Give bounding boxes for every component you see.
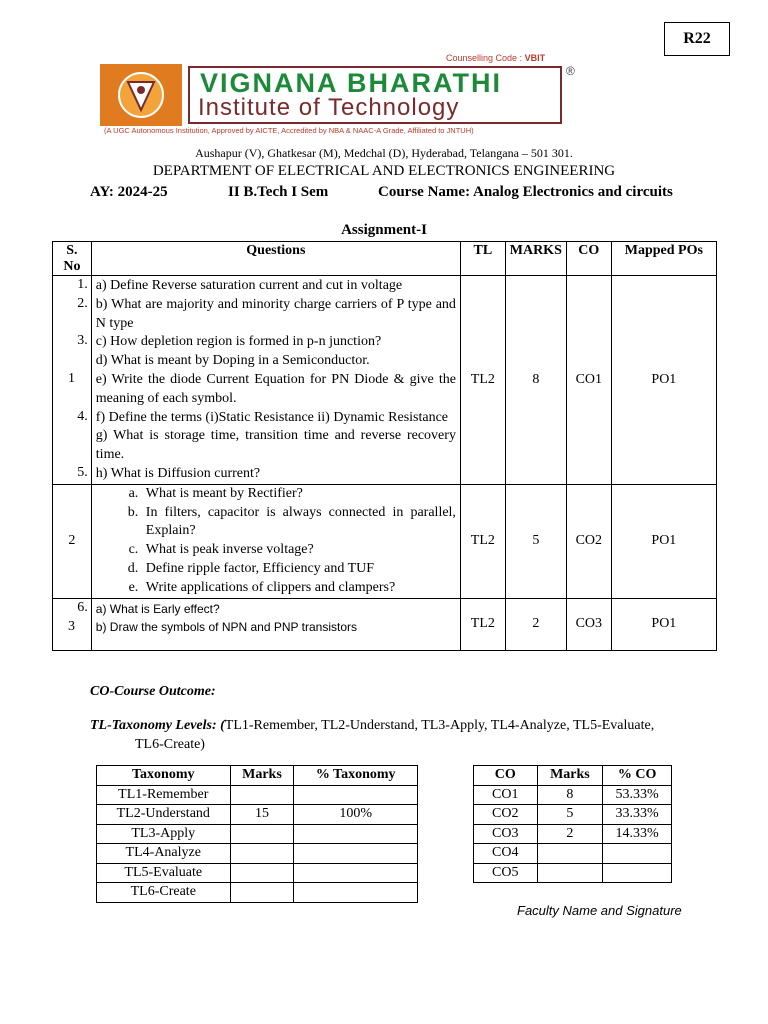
cell — [230, 785, 294, 805]
table-row — [97, 863, 418, 883]
marker-blank — [56, 351, 88, 370]
header-tl: TL — [460, 242, 505, 276]
cell — [230, 844, 294, 864]
taxonomy-levels-text: TL1-Remember, TL2-Understand, TL3-Apply, TL4-Analyze, TL5-Evaluate, — [224, 718, 655, 733]
marker: 1. — [77, 277, 88, 292]
header-co: CO — [474, 766, 538, 786]
cell: 2 — [537, 824, 603, 844]
marker: 5. — [77, 464, 88, 480]
header-marks: Marks — [537, 766, 603, 786]
header-questions: Questions — [91, 242, 460, 276]
question: e. Write applications of clippers and clampers? — [142, 579, 456, 598]
cell: 15 — [230, 805, 294, 825]
cell — [230, 863, 294, 883]
question: f) Define the terms (i)Static Resistance ii) Dynamic Resistance — [95, 409, 449, 425]
cell: 14.33% — [603, 824, 672, 844]
row-2-questions — [91, 484, 460, 598]
question: d) What is meant by Doping in a Semiconductor. — [95, 353, 370, 369]
cell — [230, 883, 294, 903]
table-row — [474, 844, 672, 864]
header-mapped-pos: Mapped POs — [611, 242, 716, 276]
header-taxonomy: Taxonomy — [97, 766, 231, 786]
marker-blank — [56, 389, 88, 408]
cell: CO1 — [474, 785, 538, 805]
taxonomy-header-row — [97, 766, 418, 786]
cell — [537, 863, 603, 883]
row-1-sno — [53, 276, 92, 485]
co-header-row — [474, 766, 672, 786]
row-1-co: CO1 — [566, 276, 611, 485]
cell: TL6-Create — [97, 883, 231, 903]
row-3-number: 3 — [68, 618, 75, 634]
course-name: Course Name: Analog Electronics and circuits — [378, 184, 673, 200]
row-2-co: CO2 — [566, 484, 611, 598]
marker-blank — [56, 314, 88, 333]
question: c. What is peak inverse voltage? — [142, 541, 456, 560]
accreditation-line: (A UGC Autonomous Institution, Approved by AICTE, Accredited by NBA & NAAC-A Grade, Affiliated to JNTUH) — [104, 126, 474, 135]
cell — [294, 863, 418, 883]
header-percent-taxonomy: % Taxonomy — [294, 766, 418, 786]
college-subtitle: Institute of Technology — [198, 94, 460, 121]
marker: 2. — [77, 295, 88, 311]
question: h) What is Diffusion current? — [95, 465, 261, 481]
cell: TL2-Understand — [97, 805, 231, 825]
row-1-markers — [56, 276, 88, 483]
row-2-po: PO1 — [611, 484, 716, 598]
college-name: VIGNANA BHARATHI — [200, 68, 502, 98]
counselling-code — [446, 53, 545, 63]
marker-blank — [56, 445, 88, 464]
row-1-questions — [91, 276, 460, 485]
cell — [603, 844, 672, 864]
row-1-number: 1 — [68, 370, 75, 386]
co-outcome-label: CO-Course Outcome: — [90, 684, 216, 699]
header-co: CO — [566, 242, 611, 276]
table-row — [53, 484, 717, 598]
college-logo-icon — [100, 64, 182, 126]
cell: 53.33% — [603, 785, 672, 805]
question: c) How depletion region is formed in p-n junction? — [95, 334, 382, 350]
table-row — [97, 805, 418, 825]
header-percent-co: % CO — [603, 766, 672, 786]
academic-year: AY: 2024-25 — [90, 184, 168, 200]
cell: CO2 — [474, 805, 538, 825]
cell: TL4-Analyze — [97, 844, 231, 864]
marker-blank — [56, 426, 88, 445]
question: e) Write the diode Current Equation for PN Diode & give the meaning of each symbol. — [95, 371, 456, 406]
row-2-question-list — [96, 485, 456, 598]
question: b. In filters, capacitor is always connected in parallel, Explain? — [142, 504, 456, 542]
college-address: Aushapur (V), Ghatkesar (M), Medchal (D), Hyderabad, Telangana – 501 301. — [195, 146, 573, 160]
cell — [294, 785, 418, 805]
counselling-code-value: VBIT — [524, 53, 546, 63]
taxonomy-levels-text-2: TL6-Create) — [135, 737, 205, 752]
cell — [603, 863, 672, 883]
row-3-marks: 2 — [505, 598, 566, 650]
cell: TL3-Apply — [97, 824, 231, 844]
header-sno: S. No — [53, 242, 92, 276]
question: b) Draw the symbols of NPN and PNP transistors — [95, 619, 358, 634]
cell: 8 — [537, 785, 603, 805]
table-row — [474, 805, 672, 825]
cell — [294, 883, 418, 903]
row-3-co: CO3 — [566, 598, 611, 650]
department-title: DEPARTMENT OF ELECTRICAL AND ELECTRONICS ENGINEERING — [152, 163, 616, 179]
row-2-tl: TL2 — [460, 484, 505, 598]
cell: CO4 — [474, 844, 538, 864]
regulation-badge: R22 — [664, 22, 730, 56]
semester: II B.Tech I Sem — [228, 184, 329, 200]
row-1-tl: TL2 — [460, 276, 505, 485]
row-3-sno — [53, 598, 92, 650]
co-table — [473, 765, 672, 883]
table-row — [474, 824, 672, 844]
table-header-row — [53, 242, 717, 276]
header-marks: Marks — [230, 766, 294, 786]
table-row — [97, 785, 418, 805]
question: d. Define ripple factor, Efficiency and TUF — [142, 560, 456, 579]
table-row — [97, 883, 418, 903]
taxonomy-levels-label: TL-Taxonomy Levels: ( — [90, 718, 225, 733]
question: b) What are majority and minority charge carriers of P type and N type — [95, 296, 456, 331]
table-row — [97, 844, 418, 864]
marker: 6. — [77, 599, 88, 615]
cell — [537, 844, 603, 864]
row-2-sno: 2 — [53, 484, 92, 598]
counselling-label: Counselling Code : — [446, 53, 525, 63]
marker: 3. — [77, 333, 88, 349]
cell: TL1-Remember — [97, 785, 231, 805]
cell — [230, 824, 294, 844]
question: a) What is Early effect? — [95, 601, 220, 616]
cell: CO3 — [474, 824, 538, 844]
taxonomy-table — [96, 765, 418, 903]
row-1-marks: 8 — [505, 276, 566, 485]
question: a. What is meant by Rectifier? — [142, 485, 456, 504]
marker: 4. — [77, 408, 88, 424]
cell: TL5-Evaluate — [97, 863, 231, 883]
registered-mark: ® — [566, 64, 575, 78]
question: a) Define Reverse saturation current and cut in voltage — [95, 278, 403, 293]
cell — [294, 844, 418, 864]
faculty-signature-label: Faculty Name and Signature — [517, 903, 682, 918]
table-row — [53, 598, 717, 650]
table-row — [474, 863, 672, 883]
row-1-po: PO1 — [611, 276, 716, 485]
row-2-marks: 5 — [505, 484, 566, 598]
question: g) What is storage time, transition time and reverse recovery time. — [95, 428, 456, 463]
table-row — [53, 276, 717, 485]
table-row — [97, 824, 418, 844]
cell: CO5 — [474, 863, 538, 883]
table-row — [474, 785, 672, 805]
cell: 5 — [537, 805, 603, 825]
row-3-questions — [91, 598, 460, 650]
taxonomy-levels — [90, 716, 690, 754]
questions-table — [52, 241, 717, 651]
cell — [294, 824, 418, 844]
row-3-tl: TL2 — [460, 598, 505, 650]
cell: 100% — [294, 805, 418, 825]
cell: 33.33% — [603, 805, 672, 825]
row-3-po: PO1 — [611, 598, 716, 650]
header-marks: MARKS — [505, 242, 566, 276]
assignment-title: Assignment-I — [341, 222, 427, 238]
